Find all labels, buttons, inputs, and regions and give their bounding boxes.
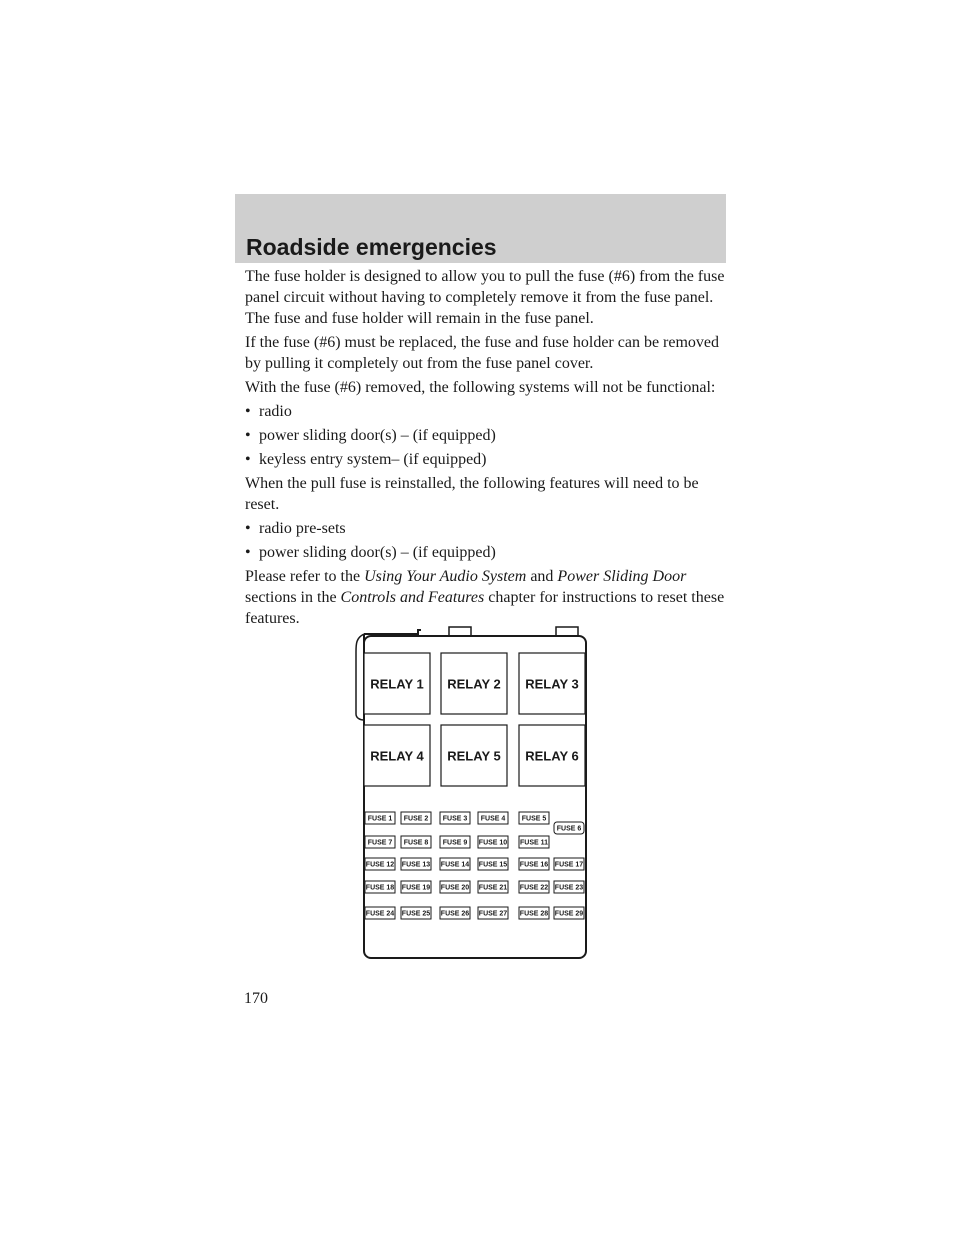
list-item: • radio pre-sets (245, 520, 346, 537)
fuse-label: FUSE 11 (519, 839, 549, 847)
fuse-12 (365, 858, 395, 870)
fuse-label: FUSE 23 (554, 884, 584, 892)
fuse-22 (519, 881, 549, 893)
paragraph-systems-intro: With the fuse (#6) removed, the following systems will not be functional: (245, 379, 716, 396)
fuse-label: FUSE 24 (365, 910, 395, 918)
paragraph-reset-intro: When the pull fuse is reinstalled, the following features will need to be reset. (245, 475, 699, 513)
fuse-label: FUSE 25 (401, 910, 431, 918)
fuse-2 (401, 812, 431, 824)
reference-audio-system: Using Your Audio System (364, 568, 527, 585)
fuse-label: FUSE 1 (367, 815, 393, 823)
relay-3 (519, 653, 585, 714)
fuse-label: FUSE 4 (480, 815, 506, 823)
fuse-5 (519, 812, 549, 824)
fuse-25 (401, 907, 431, 919)
list-item: • radio (245, 403, 292, 420)
fuse-24 (365, 907, 395, 919)
relay-label: RELAY 6 (525, 748, 579, 764)
relay-4 (364, 725, 430, 786)
fuse-6 (554, 822, 584, 834)
bullet-icon: • (245, 451, 251, 468)
fuse-label: FUSE 13 (401, 861, 431, 869)
relay-label: RELAY 5 (447, 748, 501, 764)
fuse-26 (440, 907, 470, 919)
bullet-icon: • (245, 427, 251, 444)
fuse-label: FUSE 7 (367, 839, 393, 847)
paragraph-fuse-replace: If the fuse (#6) must be replaced, the fuse and fuse holder can be removed by pulling it completely out from the fuse panel cover. (245, 334, 720, 372)
fuse-29 (554, 907, 584, 919)
section-title: Roadside emergencies (246, 234, 497, 260)
fuse-panel-diagram (350, 624, 595, 964)
fuse-label: FUSE 19 (401, 884, 431, 892)
fuse-1 (365, 812, 395, 824)
fuse-label: FUSE 22 (519, 884, 549, 892)
fuse-20 (440, 881, 470, 893)
fuse-label: FUSE 12 (365, 861, 395, 869)
relay-label: RELAY 2 (447, 676, 501, 692)
fuse-17 (554, 858, 584, 870)
fuse-4 (478, 812, 508, 824)
relay-label: RELAY 1 (370, 676, 424, 692)
fuse-3 (440, 812, 470, 824)
fuse-label: FUSE 28 (519, 910, 549, 918)
fuse-28 (519, 907, 549, 919)
relay-1 (364, 653, 430, 714)
fuse-19 (401, 881, 431, 893)
fuse-10 (478, 836, 508, 848)
fuse-label: FUSE 16 (519, 861, 549, 869)
bullet-icon: • (245, 520, 251, 537)
list-item: • keyless entry system– (if equipped) (245, 451, 487, 468)
fuse-label: FUSE 20 (440, 884, 470, 892)
fuse-label: FUSE 17 (554, 861, 584, 869)
fuse-label: FUSE 2 (403, 815, 429, 823)
list-item: • power sliding door(s) – (if equipped) (245, 427, 496, 444)
relay-6 (519, 725, 585, 786)
fuse-8 (401, 836, 431, 848)
fuse-label: FUSE 3 (442, 815, 468, 823)
relay-label: RELAY 3 (525, 676, 579, 692)
relay-5 (441, 725, 507, 786)
fuse-label: FUSE 27 (478, 910, 508, 918)
fuse-11 (519, 836, 549, 848)
bullet-icon: • (245, 544, 251, 561)
section-header-band (235, 194, 726, 263)
fuse-18 (365, 881, 395, 893)
fuse-23 (554, 881, 584, 893)
fuse-13 (401, 858, 431, 870)
fuse-14 (440, 858, 470, 870)
fuse-label: FUSE 8 (403, 839, 429, 847)
fuse-15 (478, 858, 508, 870)
fuse-label: FUSE 15 (478, 861, 508, 869)
body-text (245, 266, 725, 632)
paragraph-fuse-holder: The fuse holder is designed to allow you to pull the fuse (#6) from the fuse panel circuit without having to completely remove it from the fuse panel. The fuse and fuse holder will remain in the fuse panel. (245, 268, 725, 327)
fuse-7 (365, 836, 395, 848)
bullet-icon: • (245, 403, 251, 420)
reference-controls-features: Controls and Features (340, 589, 485, 606)
relay-2 (441, 653, 507, 714)
reference-power-sliding-door: Power Sliding Door (557, 568, 687, 585)
fuse-16 (519, 858, 549, 870)
paragraph-refer: Please refer to the Using Your Audio System and Power Sliding Door sections in the Controls and Features chapter for instructions to reset these features. (245, 568, 725, 627)
fuse-label: FUSE 10 (478, 839, 508, 847)
fuse-label: FUSE 26 (440, 910, 470, 918)
relay-label: RELAY 4 (370, 748, 424, 764)
fuse-label: FUSE 5 (521, 815, 547, 823)
list-item: • power sliding door(s) – (if equipped) (245, 544, 496, 561)
page-number: 170 (244, 990, 268, 1007)
fuse-label: FUSE 6 (556, 825, 582, 833)
fuse-label: FUSE 18 (365, 884, 395, 892)
fuse-21 (478, 881, 508, 893)
fuse-27 (478, 907, 508, 919)
fuse-label: FUSE 21 (478, 884, 508, 892)
fuse-label: FUSE 14 (440, 861, 470, 869)
fuse-label: FUSE 29 (554, 910, 584, 918)
fuse-9 (440, 836, 470, 848)
fuse-label: FUSE 9 (442, 839, 468, 847)
